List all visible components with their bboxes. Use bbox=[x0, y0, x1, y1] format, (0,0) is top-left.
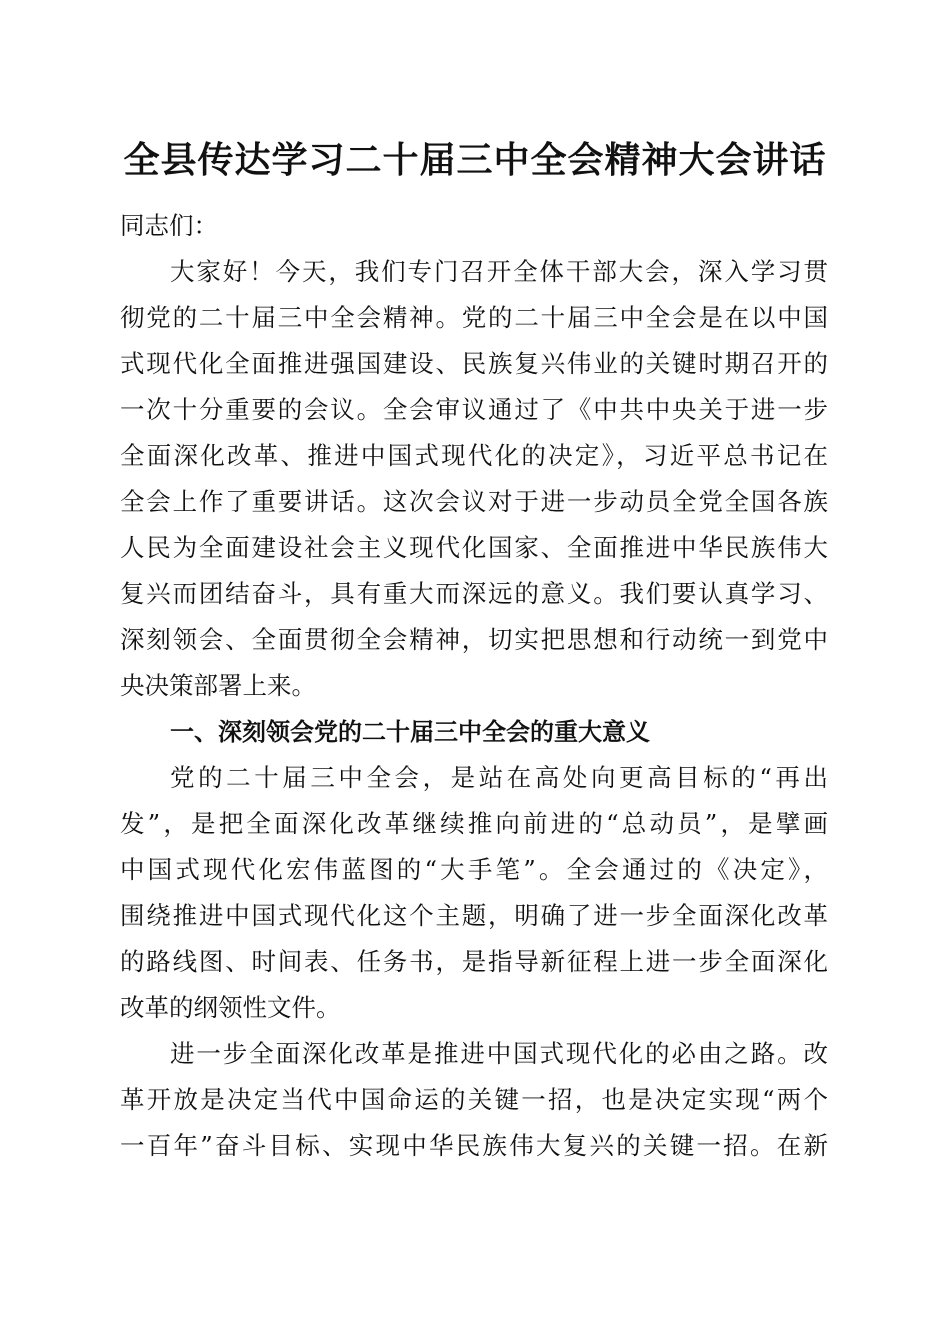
paragraph-line: 一次十分重要的会议。全会审议通过了《中共中央关于进一步 bbox=[120, 395, 828, 424]
paragraph-line: 中国式现代化宏伟蓝图的“大手笔”。全会通过的《决定》， bbox=[120, 855, 828, 884]
paragraph-line: 的路线图、时间表、任务书，是指导新征程上进一步全面深化 bbox=[120, 947, 828, 976]
paragraph-line: 复兴而团结奋斗，具有重大而深远的意义。我们要认真学习、 bbox=[120, 579, 828, 608]
paragraph-line: 全会上作了重要讲话。这次会议对于进一步动员全党全国各族 bbox=[120, 487, 828, 516]
paragraph-line: 改革的纲领性文件。 bbox=[120, 993, 341, 1022]
paragraph-line: 一百年”奋斗目标、实现中华民族伟大复兴的关键一招。在新 bbox=[120, 1131, 828, 1160]
paragraph-line: 大家好！今天，我们专门召开全体干部大会，深入学习贯 bbox=[170, 257, 828, 286]
paragraph-line: 革开放是决定当代中国命运的关键一招，也是决定实现“两个 bbox=[120, 1085, 828, 1114]
document-body bbox=[120, 203, 828, 1169]
paragraph-line: 央决策部署上来。 bbox=[120, 671, 316, 700]
paragraph-line: 彻党的二十届三中全会精神。党的二十届三中全会是在以中国 bbox=[120, 303, 828, 332]
document-title: 全县传达学习二十届三中全会精神大会讲话 bbox=[123, 139, 827, 181]
paragraph-line: 发”，是把全面深化改革继续推向前进的“总动员”，是擘画 bbox=[120, 809, 828, 838]
paragraph-line: 式现代化全面推进强国建设、民族复兴伟业的关键时期召开的 bbox=[120, 349, 828, 378]
section-heading: 一、深刻领会党的二十届三中全会的重大意义 bbox=[170, 718, 650, 746]
paragraph-line: 全面深化改革、推进中国式现代化的决定》，习近平总书记在 bbox=[120, 441, 828, 470]
salutation: 同志们： bbox=[120, 211, 218, 240]
paragraph-line: 深刻领会、全面贯彻全会精神，切实把思想和行动统一到党中 bbox=[120, 625, 828, 654]
paragraph-line: 进一步全面深化改革是推进中国式现代化的必由之路。改 bbox=[170, 1039, 828, 1068]
paragraph-line: 围绕推进中国式现代化这个主题，明确了进一步全面深化改革 bbox=[120, 901, 828, 930]
paragraph-line: 党的二十届三中全会，是站在高处向更高目标的“再出 bbox=[170, 763, 828, 792]
paragraph-line: 人民为全面建设社会主义现代化国家、全面推进中华民族伟大 bbox=[120, 533, 828, 562]
